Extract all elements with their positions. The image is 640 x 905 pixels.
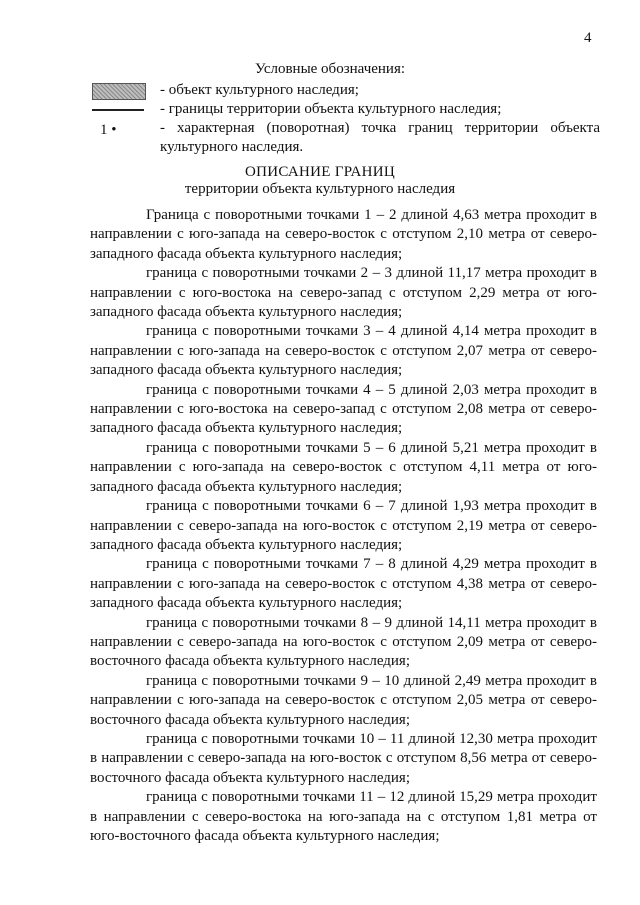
legend-symbol-line [90, 100, 148, 119]
paragraph: граница с поворотными точками 9 – 10 длиной 2,49 метра проходит в направлении с юго-запада на северо-восток с отступом 2,05 метра от северо-восточного фасада объекта культурного наследия; [90, 672, 597, 728]
legend-title: Условные обозначения: [255, 61, 406, 77]
paragraph: Граница с поворотными точками 1 – 2 длиной 4,63 метра проходит в направлении с юго-запада на северо-восток с отступом 2,10 метра от северо-западного фасада объекта культурного наследия; [90, 207, 597, 262]
point-icon: 1 • [100, 122, 117, 138]
paragraph: граница с поворотными точками 11 – 12 длиной 15,29 метра проходит в направлении с северо-востока на юго-запада на с отступом 1,81 метра от юго-восточного фасада объекта культурного наследия; [90, 789, 597, 844]
paragraph: граница с поворотными точками 10 – 11 длиной 12,30 метра проходит в направлении с северо-запада на юго-восток с отступом 8,56 метра от северо-восточного фасада объекта культурного наследия; [90, 730, 597, 786]
hatched-rectangle-icon [92, 83, 146, 100]
section-subheading: территории объекта культурного наследия [184, 181, 456, 197]
legend-item-text: - объект культурного наследия; [160, 82, 359, 98]
legend-symbol-hatched [90, 81, 148, 100]
legend-item-text: - характерная (поворотная) точка границ территории объекта культурного наследия. [160, 120, 600, 155]
page-number: 4 [584, 30, 592, 46]
solid-line-icon [92, 109, 144, 111]
legend-symbol-point [90, 119, 148, 138]
boundary-description [90, 206, 597, 846]
legend-item-boundary [90, 100, 600, 119]
paragraph: граница с поворотными точками 8 – 9 длиной 14,11 метра проходит в направлении с северо-запада на юго-восток с отступом 2,09 метра от северо-восточного фасада объекта культурного наследия; [90, 614, 597, 670]
legend-item-text: - границы территории объекта культурного наследия; [160, 101, 502, 117]
section-heading: ОПИСАНИЕ ГРАНИЦ [244, 164, 396, 180]
paragraph: граница с поворотными точками 4 – 5 длиной 2,03 метра проходит в направлении с юго-востока на северо-запад с отступом 2,08 метра от северо-западного фасада объекта культурного наследия; [90, 381, 597, 437]
paragraph: граница с поворотными точками 6 – 7 длиной 1,93 метра проходит в направлении с северо-запада на юго-восток с отступом 2,19 метра от северо-западного фасада объекта культурного наследия; [90, 498, 597, 553]
paragraph: граница с поворотными точками 7 – 8 длиной 4,29 метра проходит в направлении с юго-запада на северо-восток с отступом 4,38 метра от северо-западного фасада объекта культурного наследия; [90, 556, 597, 612]
legend-item-object [90, 81, 600, 100]
paragraph: граница с поворотными точками 2 – 3 длиной 11,17 метра проходит в направлении с юго-востока на северо-запад с отступом 2,29 метра от юго-западного фасада объекта культурного наследия; [90, 265, 597, 321]
paragraph: граница с поворотными точками 3 – 4 длиной 4,14 метра проходит в направлении с юго-запада на северо-восток с отступом 2,07 метра от северо-западного фасада объекта культурного наследия; [90, 323, 597, 379]
legend-item-point [90, 119, 600, 157]
paragraph: граница с поворотными точками 5 – 6 длиной 5,21 метра проходит в направлении с юго-запада на северо-восток с отступом 4,11 метра от юго-западного фасада объекта культурного наследия; [90, 439, 597, 495]
